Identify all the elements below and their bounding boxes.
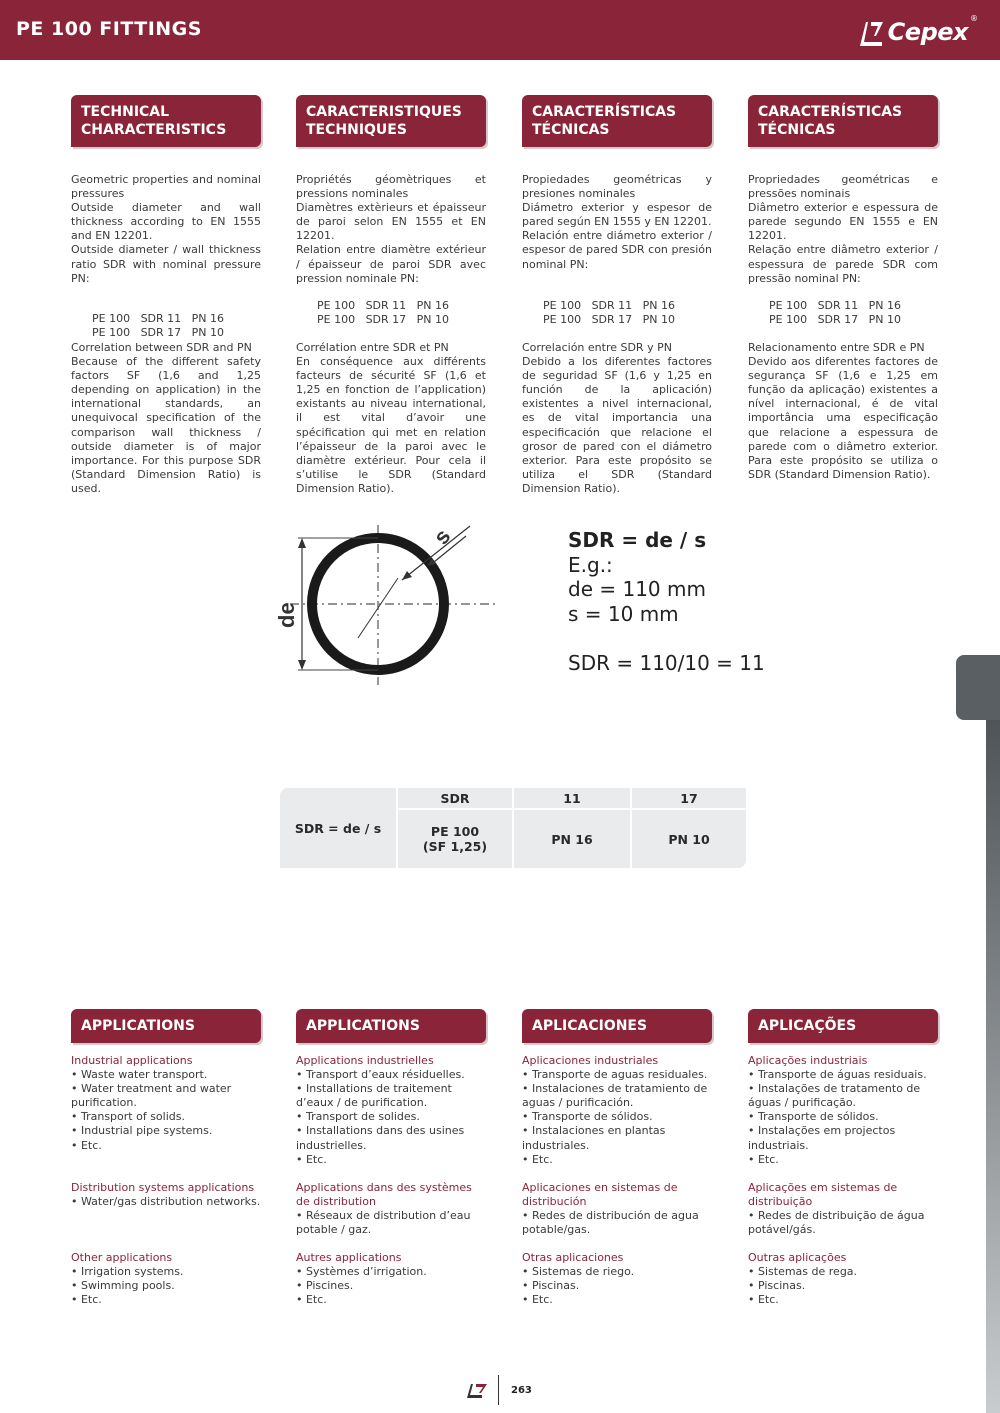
distribution-title: Aplicações em sistemas de distribuição [748,1181,898,1209]
industrial-list: • Transporte de águas residuais. • Instalações de tratamento de águas / purificação. • Transporte de sólidos. • Instalações em projectos industriais. • Etc. [748,1068,927,1166]
tech-column-es [522,173,712,272]
other-list: • Sistemas de riego. • Piscinas. • Etc. [522,1265,635,1307]
page-footer [466,1375,532,1405]
apps-column-pt [748,1054,938,1167]
section-tab [956,655,1000,720]
tech-heading-en: TECHNICAL CHARACTERISTICS [71,95,261,147]
sdr-table-cell: PE 100 (SF 1,25) [396,810,512,868]
apps-column-fr [296,1054,486,1167]
distribution-list: • Réseaux de distribution d’eau potable / gaz. [296,1209,471,1237]
thickness-label: s [428,524,456,550]
tech-correlation-pt: Relacionamento entre SDR e PN Devido aos diferentes factores de segurança SF (1,6 e 1,25 em função da aplicação) existentes a nível internacional, é de vital importância uma especificação que relacione a espessura de parede com o diâmetro exterior. Para este propósito se utiliza o SDR (Standard Dimension Ratio). [748,341,938,481]
pipe-cross-section-diagram [270,520,500,690]
distribution-en [71,1181,261,1209]
tech-column-pt [748,173,938,286]
tech-correlation-fr: Corrélation entre SDR et PN En conséquence aux différents facteurs de sécurité SF (1,6 et 1,25 en fonction de l’application) existants au niveau international, il est vital d’avoir une spécification qui met en relation l’épaisseur de la paroi avec le diamètre extérieur. Pour cela il s’utilise le SDR (Standard Dimension Ratio). [296,341,486,495]
brand-logo [858,14,978,50]
distribution-list: • Redes de distribución de agua potable/gas. [522,1209,699,1237]
apps-column-en [71,1054,261,1153]
other-title: Outras aplicações [748,1251,847,1264]
distribution-title: Distribution systems applications [71,1181,255,1194]
sdr-table [280,788,746,868]
other-title: Autres applications [296,1251,402,1264]
industrial-title: Aplicações industriais [748,1054,868,1067]
tech-code-line: PE 100 SDR 17 PN 10 [543,313,675,326]
tech-correlation-es: Correlación entre SDR y PN Debido a los diferentes factores de seguridad SF (1,6 y 1,25 en función de la aplicación) existentes a nivel internacional, es de vital importancia una especificación que relacione el grosor de pared con el diámetro exterior. Para este propósito se utiliza el SDR (Standard Dimension Ratio). [522,341,712,495]
distribution-title: Applications dans des systèmes de distribution [296,1181,472,1209]
tech-intro-en: Geometric properties and nominal pressures Outside diameter and wall thickness according to EN 1555 and EN 12201. Outside diameter / wall thickness ratio SDR with nominal pressure PN: [71,173,261,285]
tech-heading-es: CARACTERÍSTICAS TÉCNICAS [522,95,712,147]
tech-code-line: PE 100 SDR 11 PN 16 [92,311,224,325]
tech-column-fr [296,173,486,286]
sdr-formula: SDR = de / s [568,528,707,552]
tech-code-line: PE 100 SDR 17 PN 10 [317,313,449,326]
page-header [0,0,1000,60]
tech-code-line: PE 100 SDR 17 PN 10 [92,325,224,339]
sdr-table-head: 11 [512,788,630,810]
tech-intro-fr: Propriétés géomètriques et pressions nominales Diamètres extèrieurs et épaisseur de paroi selon EN 1555 et EN 12201. Relation entre diamètre extérieur / épaisseur de paroi SDR avec pression nominale PN: [296,173,486,285]
other-list: • Systèmes d’irrigation. • Piscines. • Etc. [296,1265,427,1307]
other-en [71,1251,261,1307]
tech-heading-pt: CARACTERÍSTICAS TÉCNICAS [748,95,938,147]
sdr-table-row-label: SDR = de / s [280,788,396,868]
industrial-list: • Transporte de aguas residuales. • Instalaciones de tratamiento de aguas / purificación. • Transporte de sólidos. • Instalaciones en plantas industriales. • Etc. [522,1068,708,1166]
page-title: PE 100 FITTINGS [16,18,202,40]
apps-column-es [522,1054,712,1167]
example-diameter: de = 110 mm [568,577,706,601]
other-title: Other applications [71,1251,173,1264]
other-list: • Sistemas de rega. • Piscinas. • Etc. [748,1265,858,1307]
other-title: Otras aplicaciones [522,1251,624,1264]
sdr-table-cell: PN 10 [630,810,746,868]
diameter-label: de [274,602,299,628]
other-list: • Irrigation systems. • Swimming pools. • Etc. [71,1265,184,1307]
brand-name: Cepex [887,18,968,46]
example-result: SDR = 110/10 = 11 [568,650,765,675]
brand-registered-mark: ® [970,14,978,23]
example-thickness: s = 10 mm [568,601,679,626]
apps-heading-es: APLICACIONES [522,1009,712,1043]
page-number: 263 [511,1384,532,1396]
apps-heading-en: APPLICATIONS [71,1009,261,1043]
distribution-list: • Redes de distribuição de água potável/gás. [748,1209,925,1237]
distribution-es [522,1181,712,1237]
tech-intro-pt: Propriedades geométricas e pressões nominais Diâmetro exterior e espessura de parede segundo EN 1555 e EN 12201. Relação entre diâmetro exterior / espessura de parede SDR com pressão nominal PN: [748,173,938,285]
tech-heading-fr: CARACTERISTIQUES TECHNIQUES [296,95,486,147]
cepex-footer-icon [466,1380,488,1400]
other-pt [748,1251,938,1307]
tech-intro-es: Propiedades geométricas y presiones nominales Diámetro exterior y espesor de pared según EN 1555 y EN 12201. Relación entre diámetro exterior / espesor de pared SDR con presión nominal PN: [522,173,712,271]
industrial-list: • Transport d’eaux résiduelles. • Installations de traitement d’eaux / de purification. • Transport de solides. • Installations dans des usines industrielles. • Etc. [296,1068,465,1166]
edge-strip [986,720,1000,1413]
industrial-list: • Waste water transport. • Water treatment and water purification. • Transport of solids. • Industrial pipe systems. • Etc. [71,1068,232,1152]
sdr-formula-block [568,528,765,675]
industrial-title: Industrial applications [71,1054,193,1067]
tech-code-line: PE 100 SDR 11 PN 16 [317,299,449,312]
apps-heading-pt: APLICAÇÕES [748,1009,938,1043]
tech-code-line: PE 100 SDR 17 PN 10 [769,313,901,326]
distribution-pt [748,1181,938,1237]
industrial-title: Aplicaciones industriales [522,1054,659,1067]
distribution-title: Aplicaciones en sistemas de distribución [522,1181,678,1209]
sdr-table-cell: PN 16 [512,810,630,868]
example-label: E.g.: [568,552,613,577]
distribution-fr [296,1181,486,1237]
distribution-list: • Water/gas distribution networks. [71,1195,261,1209]
industrial-title: Applications industrielles [296,1054,434,1067]
tech-correlation-en: Correlation between SDR and PN Because of the different safety factors SF (1,6 and 1,25 depending on application) in the international standards, an unequivocal specification of the comparison wall thickness / outside diameter is of major importance. For this purpose SDR (Standard Dimension Ratio) is used. [71,341,261,495]
footer-divider [498,1375,499,1405]
other-fr [296,1251,486,1307]
tech-code-line: PE 100 SDR 11 PN 16 [769,299,901,312]
cepex-logo-icon [858,16,884,48]
tech-code-line: PE 100 SDR 11 PN 16 [543,299,675,312]
other-es [522,1251,712,1307]
sdr-table-head: 17 [630,788,746,810]
apps-heading-fr: APPLICATIONS [296,1009,486,1043]
sdr-table-head: SDR [396,788,512,810]
